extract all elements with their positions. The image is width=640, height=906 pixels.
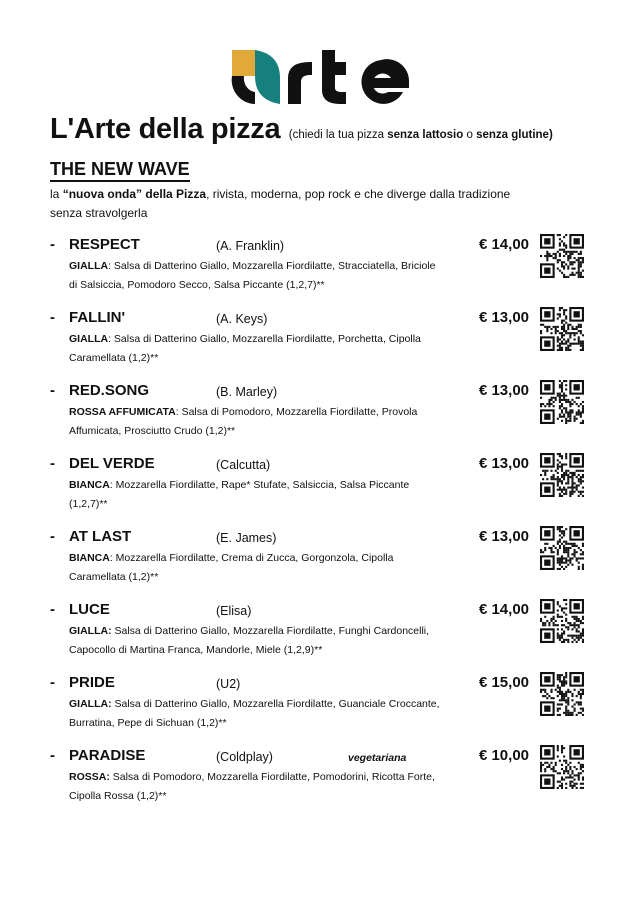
qr-code-icon[interactable] <box>540 380 584 424</box>
bullet-dash: - <box>50 747 55 764</box>
pizza-base: BIANCA <box>69 552 110 564</box>
logo-letter-t <box>322 50 346 104</box>
pizza-base: GIALLA <box>69 333 109 345</box>
pizza-artist: (Elisa) <box>216 604 252 618</box>
pizza-name: FALLIN' <box>69 309 126 326</box>
pizza-base: BIANCA <box>69 479 110 491</box>
menu-item <box>50 526 590 587</box>
pizza-ingredients: : Salsa di Pomodoro, Mozzarella Fiordilatte, Provola Affumicata, Prosciutto Crudo (1,2)** <box>69 406 418 437</box>
arte-logo <box>230 48 412 106</box>
pizza-price: € 14,00 <box>478 601 529 618</box>
bullet-dash: - <box>50 674 55 691</box>
pizza-base: GIALLA: <box>69 698 112 710</box>
qr-code-icon[interactable] <box>540 307 584 351</box>
pizza-ingredients: Salsa di Datterino Giallo, Mozzarella Fiordilatte, Guanciale Croccante, Burratina, Pepe di Sichuan (1,2)** <box>69 698 440 729</box>
menu-item <box>50 307 590 368</box>
pizza-description <box>69 695 444 733</box>
qr-code-icon[interactable] <box>540 453 584 497</box>
menu-item <box>50 672 590 733</box>
page-header <box>50 113 553 146</box>
pizza-description <box>69 476 444 514</box>
logo-orange-shape <box>232 50 255 76</box>
menu-list <box>50 234 590 818</box>
pizza-price: € 14,00 <box>478 236 529 253</box>
pizza-base: ROSSA: <box>69 771 110 783</box>
qr-code-icon[interactable] <box>540 745 584 789</box>
logo-letter-r <box>288 62 312 104</box>
pizza-ingredients: Salsa di Datterino Giallo, Mozzarella Fiordilatte, Funghi Cardoncelli, Capocollo di Martina Franca, Mandorle, Miele (1,2,9)** <box>69 625 430 656</box>
pizza-base: GIALLA: <box>69 625 112 637</box>
menu-item <box>50 234 590 295</box>
pizza-price: € 13,00 <box>478 528 529 545</box>
menu-item-header <box>50 307 590 330</box>
pizza-artist: (U2) <box>216 677 241 691</box>
pizza-ingredients: Salsa di Pomodoro, Mozzarella Fiordilatte, Pomodorini, Ricotta Forte, Cipolla Rossa (1,2)** <box>69 771 435 802</box>
menu-item-header <box>50 453 590 476</box>
pizza-ingredients: : Salsa di Datterino Giallo, Mozzarella Fiordilatte, Stracciatella, Briciole di Salsiccia, Pomodoro Secco, Salsa Piccante (1,2,7)** <box>69 260 436 291</box>
pizza-ingredients: : Mozzarella Fiordilatte, Crema di Zucca, Gorgonzola, Cipolla Caramellata (1,2)** <box>69 552 394 583</box>
intro-text: , rivista, moderna, pop rock e che diverge dalla tradizione senza stravolgerla <box>50 187 511 220</box>
subtitle-lactose-free: senza lattosio <box>387 129 464 141</box>
logo-letter-e <box>361 59 409 104</box>
pizza-base: ROSSA AFFUMICATA <box>69 406 176 418</box>
pizza-ingredients: : Mozzarella Fiordilatte, Rape* Stufate, Salsiccia, Salsa Piccante (1,2,7)** <box>69 479 410 510</box>
pizza-artist: (E. James) <box>216 531 277 545</box>
menu-item-header <box>50 672 590 695</box>
pizza-name: RESPECT <box>69 236 140 253</box>
pizza-price: € 13,00 <box>478 382 529 399</box>
qr-code-icon[interactable] <box>540 234 584 278</box>
bullet-dash: - <box>50 601 55 618</box>
pizza-name: PARADISE <box>69 747 146 764</box>
intro-bold: “nuova onda” della Pizza <box>62 187 207 201</box>
pizza-description <box>69 403 444 441</box>
logo-black-arc <box>232 76 255 104</box>
page-subtitle <box>289 129 553 141</box>
pizza-name: PRIDE <box>69 674 115 691</box>
pizza-name: DEL VERDE <box>69 455 155 472</box>
menu-item-header <box>50 380 590 403</box>
pizza-artist: (Coldplay) <box>216 750 273 764</box>
menu-item-header <box>50 745 590 768</box>
pizza-name: LUCE <box>69 601 110 618</box>
qr-code-icon[interactable] <box>540 526 584 570</box>
menu-item <box>50 380 590 441</box>
pizza-name: RED.SONG <box>69 382 150 399</box>
pizza-ingredients: : Salsa di Datterino Giallo, Mozzarella Fiordilatte, Porchetta, Cipolla Caramellata (1,2)** <box>69 333 421 364</box>
pizza-description <box>69 768 444 806</box>
menu-item <box>50 745 590 806</box>
pizza-price: € 13,00 <box>478 309 529 326</box>
page-title: L'Arte della pizza <box>50 113 281 145</box>
pizza-price: € 10,00 <box>478 747 529 764</box>
bullet-dash: - <box>50 455 55 472</box>
menu-item-header <box>50 526 590 549</box>
bullet-dash: - <box>50 528 55 545</box>
pizza-artist: (A. Keys) <box>216 312 268 326</box>
pizza-description <box>69 622 444 660</box>
section-title: THE NEW WAVE <box>50 158 190 182</box>
menu-item-header <box>50 599 590 622</box>
pizza-description <box>69 257 444 295</box>
vegetarian-label: vegetariana <box>348 752 407 764</box>
pizza-price: € 13,00 <box>478 455 529 472</box>
subtitle-text: o <box>463 129 477 141</box>
subtitle-text: (chiedi la tua pizza <box>288 129 388 141</box>
pizza-description <box>69 330 444 368</box>
pizza-description <box>69 549 444 587</box>
bullet-dash: - <box>50 309 55 326</box>
logo-teal-shape <box>255 50 280 104</box>
pizza-artist: (B. Marley) <box>216 385 278 399</box>
subtitle-gluten-free: senza glutine) <box>476 129 553 141</box>
menu-item-header <box>50 234 590 257</box>
menu-item <box>50 599 590 660</box>
pizza-artist: (A. Franklin) <box>216 239 285 253</box>
qr-code-icon[interactable] <box>540 672 584 716</box>
qr-code-icon[interactable] <box>540 599 584 643</box>
pizza-artist: (Calcutta) <box>216 458 271 472</box>
pizza-price: € 15,00 <box>478 674 529 691</box>
pizza-base: GIALLA <box>69 260 109 272</box>
menu-item <box>50 453 590 514</box>
intro-text: la <box>50 187 63 201</box>
pizza-name: AT LAST <box>69 528 132 545</box>
section-intro <box>50 185 520 223</box>
bullet-dash: - <box>50 382 55 399</box>
bullet-dash: - <box>50 236 55 253</box>
